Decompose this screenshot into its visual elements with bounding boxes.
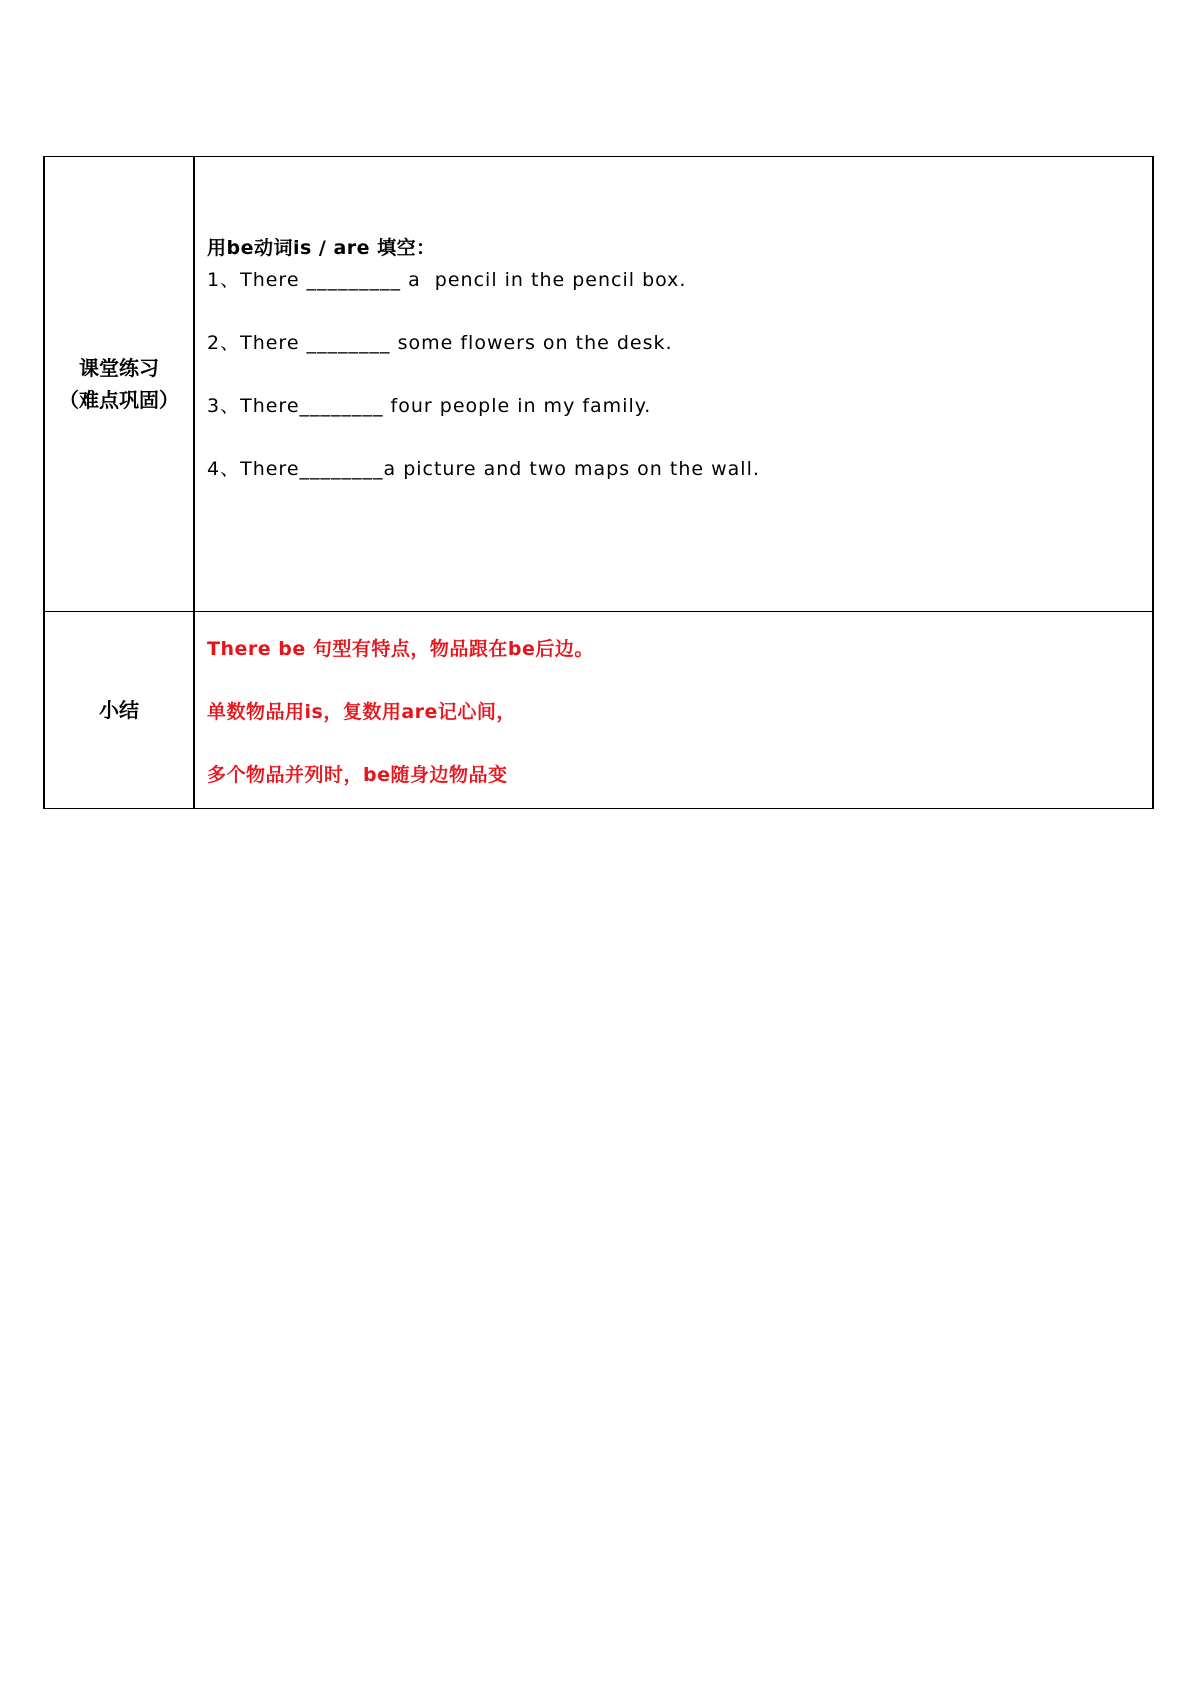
exercise-item-3: 3、There________ four people in my family. [207, 395, 652, 417]
lesson-table [43, 156, 1154, 809]
summary-row [44, 612, 1153, 809]
summary-line-3: 多个物品并列时，be随身边物品变 [207, 764, 508, 786]
practice-label-cell [44, 157, 194, 612]
summary-label-cell [44, 612, 194, 809]
practice-content-cell [194, 157, 1153, 612]
summary-label: 小结 [99, 698, 139, 722]
summary-line-1: There be 句型有特点，物品跟在be后边。 [207, 638, 594, 660]
practice-label-subtitle: （难点巩固） [59, 388, 179, 412]
summary-content [207, 612, 1152, 808]
exercise-item-4: 4、There________a picture and two maps on the wall. [207, 458, 760, 480]
exercise-item-2: 2、There ________ some flowers on the desk. [207, 332, 673, 354]
practice-content [207, 157, 1152, 611]
practice-row [44, 157, 1153, 612]
exercise-item-1: 1、There _________ a pencil in the pencil box. [207, 269, 687, 291]
summary-content-cell [194, 612, 1153, 809]
exercise-instruction: 用be动词is / are 填空： [207, 237, 436, 259]
practice-label-title: 课堂练习 [79, 356, 159, 380]
summary-line-2: 单数物品用is，复数用are记心间， [207, 701, 516, 723]
